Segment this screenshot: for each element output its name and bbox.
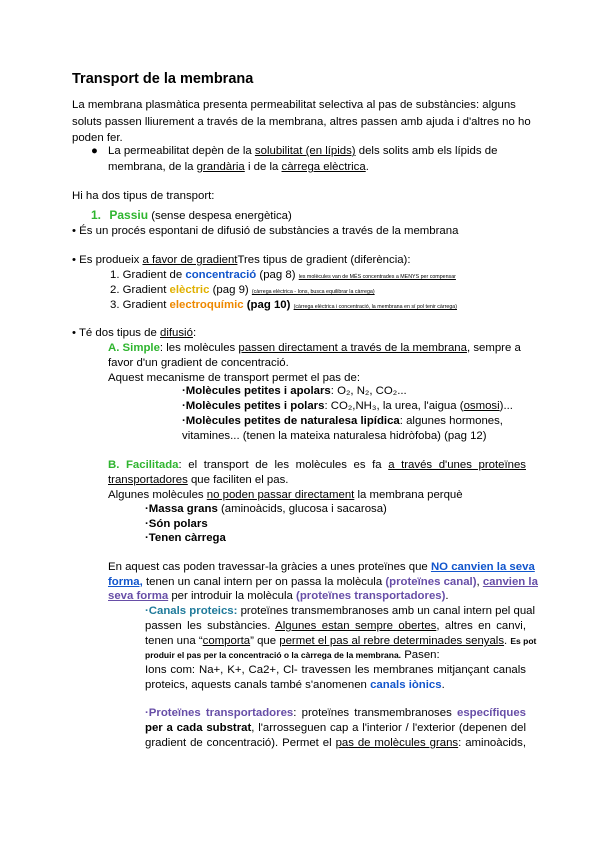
permeability-line: La permeabilitat depèn de la solubilitat (en lípids) dels solits amb els lípids de: [108, 145, 498, 157]
passiu-heading: 1. Passiu (sense despesa energètica): [91, 208, 292, 222]
facilitada-item: ·Són polars: [145, 518, 208, 530]
canals-line: proteics, aquests canals també s'anomenen canals iònics.: [145, 679, 445, 691]
difusio-line: • Té dos tipus de difusió:: [72, 327, 197, 339]
permeability-line: membrana, de la grandària i de la càrrega elèctrica.: [108, 161, 369, 173]
gradient-item: 3. Gradient electroquímic (pag 10) (càrrega elèctrica i concentració, la membrana en sí pol tenir càrrega): [110, 299, 458, 311]
page-title: Transport de la membrana: [72, 71, 254, 87]
intro-line: La membrana plasmàtica presenta permeabilitat selectiva al pas de substàncies: alguns: [72, 99, 516, 111]
simple-line: A. Simple: les molècules passen directament a través de la membrana, sempre a: [108, 342, 521, 354]
canals-line: produir el pas per la concentració o la càrrega de la membrana. Pasen:: [145, 649, 440, 661]
intro-line: soluts passen lliurement a través de la membrana, altres passen amb ajuda i d'altres no ho: [72, 116, 531, 128]
intro-line: poden fer.: [72, 132, 123, 144]
simple-item: ·Molècules petites i apolars: O₂, N₂, CO₂...: [182, 385, 407, 397]
facilitada-line: Algunes molècules no poden passar directament la membrana perquè: [108, 489, 463, 501]
transportadores-line: per a cada substrat, l'arrosseguen cap a l'interior / l'exterior (depenen del: [145, 722, 526, 734]
canals-line: passen les substàncies. Algunes estan sempre obertes, altres en canvi,: [145, 620, 526, 632]
types-intro: Hi ha dos tipus de transport:: [72, 190, 215, 202]
gradient-item: 1. Gradient de concentració (pag 8) les molècules van de MÉS concentrades a MENYS per compensar: [110, 269, 456, 281]
facilitada-item: ·Massa grans (aminoàcids, glucosa i sacarosa): [145, 503, 387, 515]
aquest-line: En aquest cas poden travessar-la gràcies a unes proteïnes que NO canvien la seva: [108, 561, 535, 573]
gradient-line: • Es produeix a favor de gradientTres tipus de gradient (diferència):: [72, 254, 411, 266]
canals-line: ·Canals proteics: proteïnes transmembranoses amb un canal intern pel qual: [145, 605, 536, 617]
canals-line: tenen una “comporta” que permet el pas al rebre determinades senyals. Es pot: [145, 635, 537, 647]
gradient-item: 2. Gradient elèctric (pag 9) (càrrega elèctrica - Ions, busca equilibrar la càrrega): [110, 284, 375, 296]
simple-line: favor d'un gradient de concentració.: [108, 357, 289, 369]
transportadores-line: gradient de concentració). Permet el pas de molècules grans: aminoàcids,: [145, 737, 527, 749]
facilitada-item: ·Tenen càrrega: [145, 532, 226, 544]
aquest-line: forma, tenen un canal intern per on passa la molècula (proteïnes canal), canvien la: [108, 576, 538, 588]
aquest-line: seva forma per introduir la molècula (proteïnes transportadores).: [108, 590, 449, 602]
simple-item: ·Molècules petites i polars: CO₂,NH₃, la urea, l'aigua (osmosi)...: [182, 400, 513, 412]
passiu-definition: • És un procés espontani de difusió de substàncies a través de la membrana: [72, 225, 459, 237]
transportadores-line: ·Proteïnes transportadores: proteïnes transmembranoses específiques: [145, 707, 526, 719]
simple-line: Aquest mecanisme de transport permet el pas de:: [108, 372, 360, 384]
bullet-dot: ●: [91, 145, 98, 157]
simple-item: vitamines... (tenen la mateixa naturalesa hidròfoba) (pag 12): [182, 430, 487, 442]
simple-item: ·Molècules petites de naturalesa lipídica: algunes hormones,: [182, 415, 503, 427]
facilitada-line: transportadores que faciliten el pas.: [108, 474, 289, 486]
canals-line: Ions com: Na+, K+, Ca2+, Cl- travessen les membranes mitjançant canals: [145, 664, 526, 676]
facilitada-line: B. Facilitada: el transport de les molècules es fa a través d'unes proteïnes: [108, 459, 526, 471]
